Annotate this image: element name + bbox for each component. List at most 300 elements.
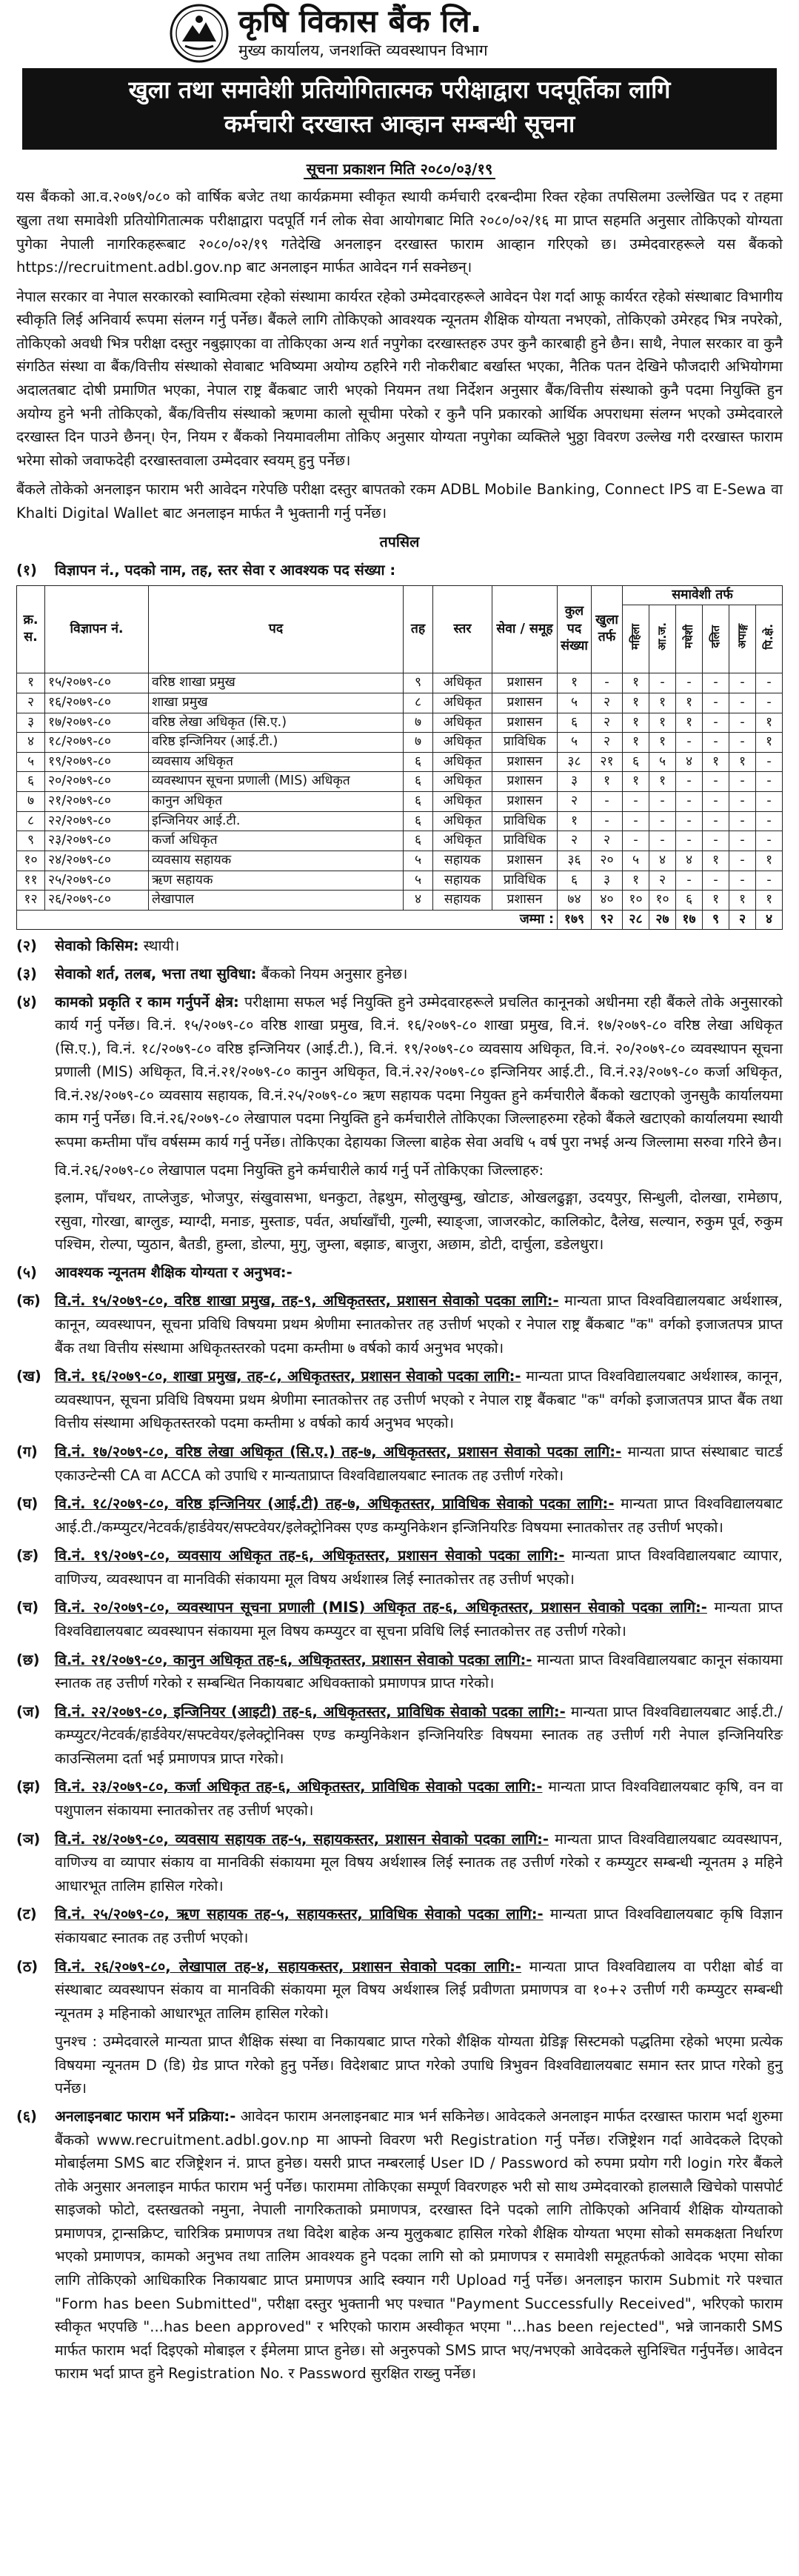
table-cell: १: [623, 713, 649, 733]
qualification-note: [16, 2030, 783, 2100]
section-number: (१): [16, 562, 37, 579]
qualification-list: [16, 1289, 783, 2025]
table-cell: शाखा प्रमुख: [149, 693, 404, 713]
table-cell: प्राविधिक: [492, 811, 558, 831]
table-cell: १९/२०७९-८०: [45, 752, 149, 772]
qualification-item: [16, 1828, 783, 1898]
table-cell: २४/२०७९-८०: [45, 851, 149, 871]
table-cell: -: [676, 831, 703, 851]
qualification-item: [16, 1955, 783, 2026]
section-6: [16, 2105, 783, 2386]
table-cell: १: [623, 871, 649, 891]
table-cell: -: [676, 792, 703, 812]
table-cell: प्रशासन: [492, 891, 558, 911]
table-row: [17, 792, 783, 812]
intro-paragraph-1: यस बैंकको आ.व.२०७९/०८० को वार्षिक बजेट तथा कार्यक्रममा स्वीकृत स्थायी कर्मचारी दरबन्दीमा रिक्त रहेका तपसिलमा उल्लेखित पद र तहमा खुला तथा समावेशी प्रतियोगितात्मक परीक्षाद्वारा पदपूर्ति गर्न लोक सेवा आयोगबाट मिति २०८०/०२/१६ मा प्राप्त सहमति अनुसार तोकिएको योग्यता पुगेका नेपाली नागरिकहरूबाट २०८०/०२/१९ गतेदेखि अनलाइन दरखास्त फाराम आव्हान गरिएको छ। उम्मेदवारहरूले यस बैंकको https://recruitment.adbl.gov.np बाट अनलाइन मार्फत आवेदन गर्न सक्नेछन्।: [16, 188, 783, 276]
table-cell: ५: [17, 752, 45, 772]
qualification-item: [16, 1903, 783, 1949]
table-cell: २२/२०७९-८०: [45, 811, 149, 831]
table-cell: ३: [17, 713, 45, 733]
col-level: तह: [404, 585, 433, 673]
section-number: (४): [16, 993, 37, 1011]
table-cell: -: [756, 752, 783, 772]
table-cell: प्राविधिक: [492, 733, 558, 753]
table-cell: -: [729, 713, 756, 733]
item-text: मान्यता प्राप्त विश्वविद्यालयबाट कृषि विज्ञान संकायबाट स्नातक तह उत्तीर्ण भएको।: [55, 1906, 783, 1946]
item-text: मान्यता प्राप्त विश्वविद्यालयबाट व्यवस्थापन संकायमा मूल विषय कम्प्युटर वा सूचना प्रविधि लिई स्नातकोत्तर तह उत्तीर्ण गरेको।: [55, 1599, 783, 1640]
table-row: [17, 693, 783, 713]
table-cell: १: [558, 811, 592, 831]
table-cell: कर्जा अधिकृत: [149, 831, 404, 851]
table-cell: इन्जिनियर आई.टी.: [149, 811, 404, 831]
col-aadivasi-label: आ.ज.: [655, 622, 669, 650]
table-cell: १: [703, 891, 729, 911]
item-key: (ज): [16, 1703, 41, 1720]
table-cell: -: [703, 792, 729, 812]
table-cell: -: [729, 772, 756, 792]
table-cell: १८/२०७९-८०: [45, 733, 149, 753]
col-women-label: महिला: [629, 623, 643, 650]
table-cell: -: [623, 811, 649, 831]
table-cell: -: [592, 673, 623, 693]
table-cell: वरिष्ठ इन्जिनियर (आई.टी.): [149, 733, 404, 753]
table-cell: अधिकृत: [433, 733, 492, 753]
qualification-item: [16, 1544, 783, 1591]
table-cell: -: [729, 673, 756, 693]
table-cell: सहायक: [433, 871, 492, 891]
table-total-cell: जम्मा :: [17, 910, 558, 930]
table-cell: २: [558, 831, 592, 851]
table-cell: ४०: [592, 891, 623, 911]
table-cell: -: [729, 831, 756, 851]
table-total-cell: ९: [703, 910, 729, 930]
col-total: कुल पद संख्या: [558, 585, 592, 673]
item-heading: वि.नं. १९/२०७९-८०, व्यवसाय अधिकृत तह-६, अधिकृतस्तर, प्रशासन सेवाको पदका लागि:-: [55, 1547, 565, 1565]
section-5: [16, 1261, 783, 1285]
table-cell: २०/२०७९-८०: [45, 772, 149, 792]
item-key: (ग): [16, 1442, 38, 1460]
item-key: (ख): [16, 1368, 41, 1385]
item-key: (झ): [16, 1778, 41, 1796]
item-text: मान्यता प्राप्त विश्वविद्यालयबाट कृषि, वन वा पशुपालन संकायमा स्नातकोत्तर तह उत्तीर्ण भएको।: [55, 1778, 783, 1820]
table-cell: -: [703, 733, 729, 753]
col-sn: क्र. स.: [17, 585, 45, 673]
intro-paragraph-3: बैंकले तोकेको अनलाइन फाराम भरी आवेदन गरेपछि परीक्षा दस्तुर बापतको रकम ADBL Mobile Banking, Connect IPS वा E-Sewa वा Khalti Digital Wallet बाट अनलाइन मार्फत नै भुक्तानी गर्नु पर्नेछ।: [16, 481, 783, 522]
table-row: [17, 752, 783, 772]
table-cell: ४: [649, 851, 676, 871]
table-cell: २३/२०७९-८०: [45, 831, 149, 851]
table-cell: ५: [404, 871, 433, 891]
section-title: विज्ञापन नं., पदको नाम, तह, स्तर सेवा र आवश्यक पद संख्या :: [55, 562, 396, 579]
table-cell: १: [703, 851, 729, 871]
col-madhesi: [676, 605, 703, 673]
item-heading: वि.नं. २३/२०७९-८०, कर्जा अधिकृत तह-६, अधिकृतस्तर, प्राविधिक सेवाको पदका लागि:-: [55, 1778, 543, 1796]
section-1: [16, 559, 783, 582]
table-cell: -: [676, 811, 703, 831]
table-row: [17, 772, 783, 792]
section-number: (२): [16, 937, 37, 955]
table-cell: १: [676, 693, 703, 713]
item-key: (छ): [16, 1651, 40, 1668]
table-cell: -: [756, 693, 783, 713]
table-row: [17, 871, 783, 891]
item-text: मान्यता प्राप्त विश्वविद्यालयबाट अर्थशास्त्र, कानून, व्यवस्थापन, सूचना प्रविधि विषयमा प्रथम श्रेणीमा स्नातकोत्तर तह उत्तीर्ण भएको र नेपाल राष्ट्र बैंकबाट "क" वर्गको इजाजतपत्र प्राप्त बैंक तथा वित्तीय संस्थामा अधिकृतस्तरको पदमा कम्तीमा ४ वर्षको कार्य अनुभव भएको।: [55, 1368, 783, 1432]
intro-paragraph-2: नेपाल सरकार वा नेपाल सरकारको स्वामित्वमा रहेको संस्थामा कार्यरत रहेको उम्मेदवारहरूले आवेदन पेश गर्दा आफू कार्यरत रहेको संस्थाबाट विभागीय स्वीकृति लिई अनिवार्य रूपमा संलग्न गर्नु पर्नेछ। बैंकले लागि तोकिएको आवश्यक न्यूनतम शैक्षिक योग्यता नभएको, तोकिएको उमेरहद भित्र नपरेको, तोकिएको अवधी भित्र परीक्षा दस्तुर नबुझाएका वा तोकिएका अन्य शर्त नपुगेका दरखास्तहरु उपर कुनै कारबाही हुने छैन। साथै, नेपाल सरकार वा कुनै संगठित संस्था वा बैंक/वित्तीय संस्थाको सेवाबाट भविष्यमा अयोग्य ठहरिने गरी नोकरीबाट बर्खास्त भएका, नैतिक पतन देखिने फौजदारी अभियोगमा अदालतबाट दोषी प्रमाणित भएका, नेपाल राष्ट्र बैंकबाट जारी भएको नियमन तथा निर्देशन अनुसार बैंक/वित्तीय संस्थाको कुनै पदमा नियुक्ति हुन अयोग्य हुने भनी तोकिएको, बैंक/वित्तीय संस्थाको ऋणमा कालो सूचीमा परेको र कुनै पनि प्रकारको आर्थिक अपराधमा संलग्न भएको उम्मेदवारले दरखास्त दिन पाउने छैनन्। ऐन, नियम र बैंकको नियमावलीमा तोकिए अनुसार योग्यता नपुगेका व्यक्तिले भुठ्ठा विवरण उल्लेख गरी दरखास्त फाराम भरेमा सोको जवाफदेही दरखास्तवाला उम्मेदवार स्वयम् हुनु पर्नेछ।: [16, 287, 783, 469]
qualification-item: [16, 1365, 783, 1435]
item-key: (ट): [16, 1906, 37, 1923]
table-cell: -: [676, 733, 703, 753]
table-cell: ४: [404, 891, 433, 911]
table-cell: २: [649, 871, 676, 891]
qualification-item: [16, 1648, 783, 1695]
table-cell: १: [649, 772, 676, 792]
table-cell: -: [676, 772, 703, 792]
item-text: मान्यता प्राप्त विश्वविद्यालय वा परीक्षा बोर्ड वा संस्थाबाट व्यवस्थापन संकाय वा मानविकी संकायमा मूल विषय अर्थशास्त्र लिई प्रवीणता प्रमाणपत्र वा १०+२ उत्तीर्ण गरी कम्प्युटर सम्बन्धी न्यूनतम ३ महिनाको आधारभूत तालिम हासिल गरेको।: [55, 1957, 783, 2022]
table-cell: -: [592, 811, 623, 831]
table-cell: ६: [404, 792, 433, 812]
table-cell: -: [676, 673, 703, 693]
section-text: परीक्षामा सफल भई नियुक्ति हुने उम्मेदवारहरूले प्रचलित कानूनको अधीनमा रही बैंकले तोके अनुसारको कार्य गर्नु पर्नेछ। वि.नं. १५/२०७९-८० वरिष्ठ शाखा प्रमुख, वि.नं. १६/२०७९-८० शाखा प्रमुख, वि.नं. १७/२०७९-८० वरिष्ठ लेखा अधिकृत (सि.ए.), वि.नं. १८/२०७९-८० वरिष्ठ इन्जिनियर (आई.टी.), वि.नं. १९/२०७९-८० व्यवसाय अधिकृत, वि.नं. २०/२०७९-८० व्यवस्थापन सूचना प्रणाली (MIS) अधिकृत, वि.नं.२१/२०७९-८० कानुन अधिकृत, वि.नं.२२/२०७९-८० इन्जिनियर आई.टी., वि.नं.२३/२०७९-८० कर्जा अधिकृत, वि.नं.२४/२०७९-८० व्यवसाय सहायक, वि.नं.२५/२०७९-८० ऋण सहायक पदमा नियुक्त हुने कर्मचारीले बैंकको खटाएको जुनसुकै कार्यालयमा काम गर्नु पर्नेछ। वि.नं.२६/२०७९-८० लेखापाल पदमा नियुक्ति हुने कर्मचारीले तोकिएका जिल्लाहरुमा रहेको बैंकले खटाएको कार्यालयमा स्थायी रूपमा कम्तीमा पाँच वर्षसम्म कार्य गर्नु पर्नेछ। तोकिएका देहायका जिल्ला बाहेक सेवा अवधि ५ वर्ष पुरा नभई अन्य जिल्लामा सरुवा गरिने छैन।: [55, 993, 783, 1151]
table-cell: १: [623, 772, 649, 792]
table-row: [17, 831, 783, 851]
table-total-cell: १७९: [558, 910, 592, 930]
table-cell: २: [592, 733, 623, 753]
section-3: [16, 962, 783, 986]
table-cell: ६: [17, 772, 45, 792]
table-cell: -: [703, 713, 729, 733]
table-cell: सहायक: [433, 851, 492, 871]
table-total-cell: २: [729, 910, 756, 930]
table-cell: ६: [404, 772, 433, 792]
table-cell: प्राविधिक: [492, 871, 558, 891]
item-heading: वि.नं. १७/२०७९-८०, वरिष्ठ लेखा अधिकृत (सि.ए.) तह-७, अधिकृतस्तर, प्रशासन सेवाको पदका लागि:-: [55, 1442, 622, 1460]
table-row: [17, 811, 783, 831]
table-cell: -: [623, 792, 649, 812]
item-text: मान्यता प्राप्त संस्थाबाट चाटर्ड एकाउन्टेन्सी CA वा ACCA को उपाधि र मान्यताप्राप्त विश्वविद्यालयबाट स्नातक तह उत्तीर्ण गरेको।: [55, 1442, 783, 1484]
vacancy-table-body: [17, 673, 783, 930]
item-key: (घ): [16, 1495, 39, 1513]
table-cell: ७: [404, 733, 433, 753]
table-cell: ४: [17, 733, 45, 753]
table-cell: ११: [17, 871, 45, 891]
table-cell: २: [592, 713, 623, 733]
table-cell: व्यवसाय सहायक: [149, 851, 404, 871]
table-row: [17, 673, 783, 693]
table-cell: ५: [649, 752, 676, 772]
item-text: मान्यता प्राप्त विश्वविद्यालयबाट कानून संकायमा स्नातक तह उत्तीर्ण गरेको र सम्बन्धित निकायबाट अधिवक्ताको प्रमाणपत्र प्राप्त गरेको।: [55, 1651, 783, 1692]
table-cell: लेखापाल: [149, 891, 404, 911]
col-apanga-label: अपाङ्ग: [735, 624, 749, 649]
table-cell: -: [756, 871, 783, 891]
table-cell: -: [729, 851, 756, 871]
item-text: मान्यता प्राप्त विश्वविद्यालयबाट अर्थशास्त्र, कानून, व्यवस्थापन, सूचना प्रविधि विषयमा प्रथम श्रेणीमा स्नातकोत्तर तह उत्तीर्ण भएको र नेपाल राष्ट्र बैंकबाट "क" वर्गको इजाजतपत्र प्राप्त बैंक तथा वित्तीय संस्थामा अधिकृतस्तरको पदमा कम्तीमा ७ वर्षको कार्य अनुभव भएको।: [55, 1292, 783, 1357]
item-key: (ञ): [16, 1830, 41, 1848]
table-cell: ७४: [558, 891, 592, 911]
col-ad-no: विज्ञापन नं.: [45, 585, 149, 673]
table-cell: सहायक: [433, 891, 492, 911]
letterhead: [16, 0, 783, 68]
bank-name: कृषि विकास बैंक लि.: [238, 3, 482, 39]
tapsil-heading: तपसिल: [379, 533, 420, 551]
table-cell: ६: [558, 713, 592, 733]
table-cell: ३६: [558, 851, 592, 871]
table-cell: २१: [592, 752, 623, 772]
table-cell: -: [729, 733, 756, 753]
table-cell: २६/२०७९-८०: [45, 891, 149, 911]
table-cell: ५: [558, 693, 592, 713]
table-cell: ४: [676, 752, 703, 772]
section-title: आवश्यक न्यूनतम शैक्षिक योग्यता र अनुभव:-: [55, 1263, 292, 1281]
table-total-cell: ४: [756, 910, 783, 930]
table-cell: प्रशासन: [492, 772, 558, 792]
col-dalit-label: दलित: [709, 625, 723, 648]
table-cell: १: [729, 752, 756, 772]
col-open: खुला तर्फ: [592, 585, 623, 673]
item-key: (ङ): [16, 1547, 39, 1565]
table-cell: १०: [17, 851, 45, 871]
table-cell: प्रशासन: [492, 673, 558, 693]
table-cell: २५/२०७९-८०: [45, 871, 149, 891]
item-key: (च): [16, 1599, 39, 1617]
table-cell: -: [756, 792, 783, 812]
table-cell: -: [676, 871, 703, 891]
table-cell: -: [649, 831, 676, 851]
table-total-row: [17, 910, 783, 930]
item-key: (ठ): [16, 1957, 39, 1975]
table-cell: २: [17, 693, 45, 713]
table-row: [17, 733, 783, 753]
table-cell: अधिकृत: [433, 693, 492, 713]
publish-date: [16, 157, 783, 181]
table-cell: वरिष्ठ लेखा अधिकृत (सि.ए.): [149, 713, 404, 733]
table-total-cell: ९२: [592, 910, 623, 930]
col-pichhadiyeko-label: पि.क्षे.: [762, 623, 776, 650]
section-4: [16, 991, 783, 1257]
table-cell: २: [592, 693, 623, 713]
table-cell: -: [729, 792, 756, 812]
table-cell: १२: [17, 891, 45, 911]
bank-logo-icon: [169, 3, 230, 64]
table-cell: ९: [404, 673, 433, 693]
table-cell: २१/२०७९-८०: [45, 792, 149, 812]
table-cell: ३: [558, 772, 592, 792]
table-cell: ८: [17, 811, 45, 831]
qualification-item: [16, 1596, 783, 1643]
office-name: मुख्य कार्यालय, जनशक्ति व्यवस्थापन विभाग: [238, 41, 488, 59]
col-pichhadiyeko: [756, 605, 783, 673]
section-number: (३): [16, 965, 37, 982]
table-cell: अधिकृत: [433, 673, 492, 693]
section-label: सेवाको किसिम:: [55, 937, 139, 955]
table-cell: १७/२०७९-८०: [45, 713, 149, 733]
col-madhesi-label: मधेशी: [682, 624, 696, 649]
table-cell: १: [703, 752, 729, 772]
item-heading: वि.नं. २२/२०७९-८०, इन्जिनियर (आइटी) तह-६, अधिकृतस्तर, प्राविधिक सेवाको पदका लागि:-: [55, 1703, 566, 1720]
table-cell: -: [729, 811, 756, 831]
table-cell: २०: [592, 851, 623, 871]
table-cell: १६/२०७९-८०: [45, 693, 149, 713]
table-cell: -: [703, 831, 729, 851]
table-cell: प्रशासन: [492, 851, 558, 871]
table-cell: १: [623, 733, 649, 753]
table-cell: -: [703, 871, 729, 891]
vacancy-table: [16, 585, 783, 931]
table-cell: -: [703, 673, 729, 693]
table-cell: ५: [404, 851, 433, 871]
item-heading: वि.नं. २४/२०७९-८०, व्यवसाय सहायक तह-५, सहायकस्तर, प्रशासन सेवाको पदका लागि:-: [55, 1830, 549, 1848]
table-cell: १: [729, 891, 756, 911]
qualification-item: [16, 1700, 783, 1771]
table-cell: १०: [649, 891, 676, 911]
col-apanga: [729, 605, 756, 673]
table-cell: अधिकृत: [433, 713, 492, 733]
table-cell: ३: [592, 871, 623, 891]
table-cell: -: [703, 772, 729, 792]
item-heading: वि.नं. १५/२०७९-८०, वरिष्ठ शाखा प्रमुख, तह-९, अधिकृतस्तर, प्रशासन सेवाको पदका लागि:-: [55, 1292, 559, 1310]
table-cell: १: [756, 891, 783, 911]
item-heading: वि.नं. २५/२०७९-८०, ऋण सहायक तह-५, सहायकस्तर, प्राविधिक सेवाको पदका लागि:-: [55, 1906, 544, 1923]
table-cell: अधिकृत: [433, 811, 492, 831]
table-cell: ७: [404, 713, 433, 733]
table-cell: ६: [676, 891, 703, 911]
section-number: (६): [16, 2107, 37, 2125]
table-cell: ४: [676, 851, 703, 871]
table-cell: १५/२०७९-८०: [45, 673, 149, 693]
table-cell: कानुन अधिकृत: [149, 792, 404, 812]
table-cell: १: [17, 673, 45, 693]
table-cell: ९: [17, 831, 45, 851]
item-heading: वि.नं. २६/२०७९-८०, लेखापाल तह-४, सहायकस्तर, प्रशासन सेवाको पदका लागि:-: [55, 1957, 522, 1975]
table-cell: ८: [404, 693, 433, 713]
table-total-cell: २८: [623, 910, 649, 930]
table-cell: १: [649, 713, 676, 733]
table-cell: १: [623, 693, 649, 713]
col-dalit: [703, 605, 729, 673]
col-women: [623, 605, 649, 673]
table-cell: अधिकृत: [433, 792, 492, 812]
note-text: पुनश्च : उम्मेदवारले मान्यता प्राप्त शैक्षिक संस्था वा निकायबाट प्राप्त गरेको शैक्षिक योग्यता ग्रेडिङ्ग सिस्टमको पद्धतिमा रहेको भएमा प्रत्येक विषयमा न्यूनतम D (डि) ग्रेड प्राप्त गरेको हुनु पर्नेछ। विदेशबाट प्राप्त गरेको उपाधि त्रिभुवन विश्वविद्यालयबाट समान स्तर प्राप्त गरेको हुनु पर्नेछ।: [55, 2033, 783, 2097]
table-cell: २: [558, 792, 592, 812]
table-row: [17, 851, 783, 871]
col-aadivasi: [649, 605, 676, 673]
col-service: सेवा / समूह: [492, 585, 558, 673]
table-cell: ६: [404, 831, 433, 851]
qualification-item: [16, 1289, 783, 1359]
table-cell: -: [756, 673, 783, 693]
col-inclusive: समावेशी तर्फ: [623, 585, 783, 605]
section-text: आवेदन फाराम अनलाइनबाट मात्र भर्न सकिनेछ। आवेदकले अनलाइन मार्फत दरखास्त फाराम भर्दा शुरुमा बैंकको www.recruitment.adbl.gov.np मा आफ्नो विवरण भरी Registration गर्नु पर्नेछ। रजिष्ट्रेशन गर्दा आवेदकले दिएको मोबाईलमा SMS बाट रजिष्ट्रेशन नं. प्राप्त हुनेछ। यसरी प्राप्त नम्बरलाई User ID / Password को रुपमा प्रयोग गरी login गरेर बैंकले तोके अनुसार अनलाइन मार्फत फाराम भर्नु पर्नेछ। फाराममा तोकिएका सम्पूर्ण विवरणहरु भरी सो साथ उम्मेदवारको हालसालै खिचेको पासपोर्ट साइजको फोटो, दस्तखतको नमुना, नेपाली नागरिकताको प्रमाणपत्र, दरखास्त दिने पदको लागि तोकिएको अनिवार्य शैक्षिक योग्यताको प्रमाणपत्र, ट्रान्सक्रिप्ट, चारित्रिक प्रमाणपत्र तथा विदेश बाहेक अन्य मुलुकबाट हासिल गरेको शैक्षिक योग्यता भएमा सोको समकक्षता निर्धारण भएको प्रमाणपत्र, कामको अनुभव तथा तालिम आवश्यक हुने पदका लागि सो को प्रमाणपत्र र समावेशी समूहतर्फको आवेदक भएमा सोका लागि तोकिएको आधिकारिक निकायबाट प्राप्त प्रमाणपत्र आदि स्क्यान गरी Upload गर्नु पर्नेछ। अनलाइन फाराम Submit गरे पश्चात "Form has been Submitted", परीक्षा दस्तुर भुक्तानी भए पश्चात "Payment Successfully Received", भरिएको फाराम स्वीकृत भएपछि "...has been approved" र भरिएको फाराम अस्वीकृत भएमा "...has been rejected", भन्ने जानकारी SMS मार्फत फाराम भर्दा दिइएको मोबाइल र ईमेलमा प्राप्त हुनेछ। सो अनुरुपको SMS प्राप्त भए/नभएको आवेदकले सुनिश्चित गर्नुपर्नेछ। आवेदन फाराम भर्दा प्राप्त हुने Registration No. र Password सुरक्षित राख्नु पर्नेछ।: [55, 2107, 783, 2383]
table-cell: -: [756, 772, 783, 792]
table-cell: वरिष्ठ शाखा प्रमुख: [149, 673, 404, 693]
table-cell: -: [729, 693, 756, 713]
table-cell: ७: [17, 792, 45, 812]
table-cell: १: [676, 713, 703, 733]
table-cell: ऋण सहायक: [149, 871, 404, 891]
table-cell: प्रशासन: [492, 792, 558, 812]
table-cell: अधिकृत: [433, 752, 492, 772]
table-cell: प्रशासन: [492, 693, 558, 713]
qualification-item: [16, 1492, 783, 1539]
table-cell: -: [649, 811, 676, 831]
table-cell: १: [592, 772, 623, 792]
section-number: (५): [16, 1263, 37, 1281]
table-cell: -: [756, 831, 783, 851]
item-heading: वि.नं. २१/२०७९-८०, कानुन अधिकृत तह-६, अधिकृतस्तर, प्रशासन सेवाको पदका लागि:-: [55, 1651, 532, 1668]
table-cell: १०: [623, 891, 649, 911]
table-total-cell: १७: [676, 910, 703, 930]
table-cell: -: [649, 673, 676, 693]
item-text: मान्यता प्राप्त विश्वविद्यालयबाट आई.टी./कम्प्युटर/नेटवर्क/हार्डवेयर/सफ्टवेयर/इलेक्ट्रोनिक्स एण्ड कम्युनिकेशन इन्जिनियरिङ विषयमा स्नातक तह उत्तीर्ण गरी नेपाल इन्जिनियरिङ काउन्सिलमा दर्ता भई प्रमाणपत्र प्राप्त गरेको।: [55, 1703, 783, 1767]
table-cell: अधिकृत: [433, 831, 492, 851]
table-total-cell: २७: [649, 910, 676, 930]
item-key: (क): [16, 1292, 41, 1310]
banner-line-2: कर्मचारी दरखास्त आव्हान सम्बन्धी सूचना: [224, 110, 575, 139]
item-text: मान्यता प्राप्त विश्वविद्यालयबाट व्यापार, वाणिज्य, व्यवस्थापन वा मानविकी संकायमा मूल विषय अर्थशास्त्र लिई स्नातकोत्तर तह उत्तीर्ण भएको।: [55, 1547, 783, 1588]
section-text: स्थायी।: [138, 937, 180, 955]
table-cell: -: [756, 811, 783, 831]
district-list: इलाम, पाँचथर, ताप्लेजुङ, भोजपुर, संखुवासभा, धनकुटा, तेह्रथुम, सोलुखुम्बु, खोटाङ, ओखलढुङ्गा, उदयपुर, सिन्धुली, दोलखा, रामेछाप, रसुवा, गोरखा, बाग्लुङ, म्याग्दी, मनाङ, मुस्ताङ, पर्वत, अर्घाखाँची, गुल्मी, स्याङ्जा, जाजरकोट, कालिकोट, दैलेख, सल्यान, रुकुम पूर्व, रुकुम पश्चिम, रोल्पा, प्युठान, बैतडी, हुम्ला, डोल्पा, मुगु, जुम्ला, बझाङ, बाजुरा, अछाम, डोटी, दार्चुला, डडेलधुरा।: [55, 1189, 783, 1254]
item-heading: वि.नं. २०/२०७९-८०, व्यवस्थापन सूचना प्रणाली (MIS) अधिकृत तह-६, अधिकृतस्तर, प्रशासन सेवाको पदका लागि:-: [55, 1599, 707, 1617]
table-cell: -: [703, 811, 729, 831]
table-cell: अधिकृत: [433, 772, 492, 792]
qualification-item: [16, 1440, 783, 1487]
table-cell: -: [623, 831, 649, 851]
table-cell: ५: [623, 851, 649, 871]
table-cell: १: [649, 733, 676, 753]
table-row: [17, 713, 783, 733]
section-label: अनलाइनबाट फाराम भर्ने प्रक्रिया:-: [55, 2107, 236, 2125]
table-cell: ५: [558, 733, 592, 753]
table-cell: ६: [404, 811, 433, 831]
qualification-item: [16, 1775, 783, 1822]
item-text: मान्यता प्राप्त विश्वविद्यालयबाट आई.टी./कम्प्युटर/नेटवर्क/हार्डवेयर/सफ्टवेयर/इलेक्ट्रोनिक्स एण्ड कम्युनिकेशन इन्जिनियरिङ विषयमा स्नातकोत्तर तह उत्तीर्ण भएको।: [55, 1495, 783, 1536]
table-cell: ६: [404, 752, 433, 772]
col-post: पद: [149, 585, 404, 673]
table-cell: ६: [623, 752, 649, 772]
item-text: मान्यता प्राप्त विश्वविद्यालयबाट व्यवस्थापन, वाणिज्य वा व्यापार संकाय वा मानविकी संकायमा मूल विषय अर्थशास्त्र लिई स्नातक तह उत्तीर्ण गरेको र कम्प्युटर सम्बन्धी न्यूनतम ३ महिने आधारभूत तालिम हासिल गरेको।: [55, 1830, 783, 1894]
table-cell: -: [703, 693, 729, 713]
table-cell: ३८: [558, 752, 592, 772]
section-label: सेवाको शर्त, तलब, भत्ता तथा सुविधा:: [55, 965, 257, 982]
table-cell: १: [558, 673, 592, 693]
banner-line-1: खुला तथा समावेशी प्रतियोगितात्मक परीक्षाद्वारा पदपूर्तिका लागि: [128, 76, 671, 104]
table-cell: -: [649, 792, 676, 812]
table-cell: ६: [558, 871, 592, 891]
table-cell: प्रशासन: [492, 752, 558, 772]
table-cell: प्रशासन: [492, 713, 558, 733]
notice-title-banner: [22, 68, 777, 150]
item-heading: वि.नं. १६/२०७९-८०, शाखा प्रमुख, तह-८, अधिकृतस्तर, प्रशासन सेवाको पदका लागि:-: [55, 1368, 521, 1385]
section-text: बैंकको नियम अनुसार हुनेछ।: [256, 965, 408, 982]
table-cell: प्राविधिक: [492, 831, 558, 851]
table-cell: -: [592, 792, 623, 812]
table-cell: १: [756, 733, 783, 753]
district-intro: वि.नं.२६/२०७९-८० लेखापाल पदमा नियुक्ति हुने कर्मचारीले कार्य गर्नु पर्ने तोकिएका जिल्लाहरु:: [55, 1161, 544, 1179]
section-label: कामको प्रकृति र काम गर्नुपर्ने क्षेत्र:: [55, 993, 239, 1011]
table-cell: व्यवसाय अधिकृत: [149, 752, 404, 772]
table-cell: १: [623, 673, 649, 693]
table-cell: १: [756, 851, 783, 871]
table-cell: २: [592, 831, 623, 851]
table-cell: १: [649, 693, 676, 713]
table-cell: व्यवस्थापन सूचना प्रणाली (MIS) अधिकृत: [149, 772, 404, 792]
col-rank: स्तर: [433, 585, 492, 673]
table-cell: १: [756, 713, 783, 733]
table-row: [17, 891, 783, 911]
item-heading: वि.नं. १८/२०७९-८०, वरिष्ठ इन्जिनियर (आई.टी) तह-७, अधिकृतस्तर, प्राविधिक सेवाको पदका लागि:-: [55, 1495, 615, 1513]
section-2: [16, 934, 783, 958]
publish-date-text: सूचना प्रकाशन मिति २०८०/०३/१९: [304, 160, 496, 179]
